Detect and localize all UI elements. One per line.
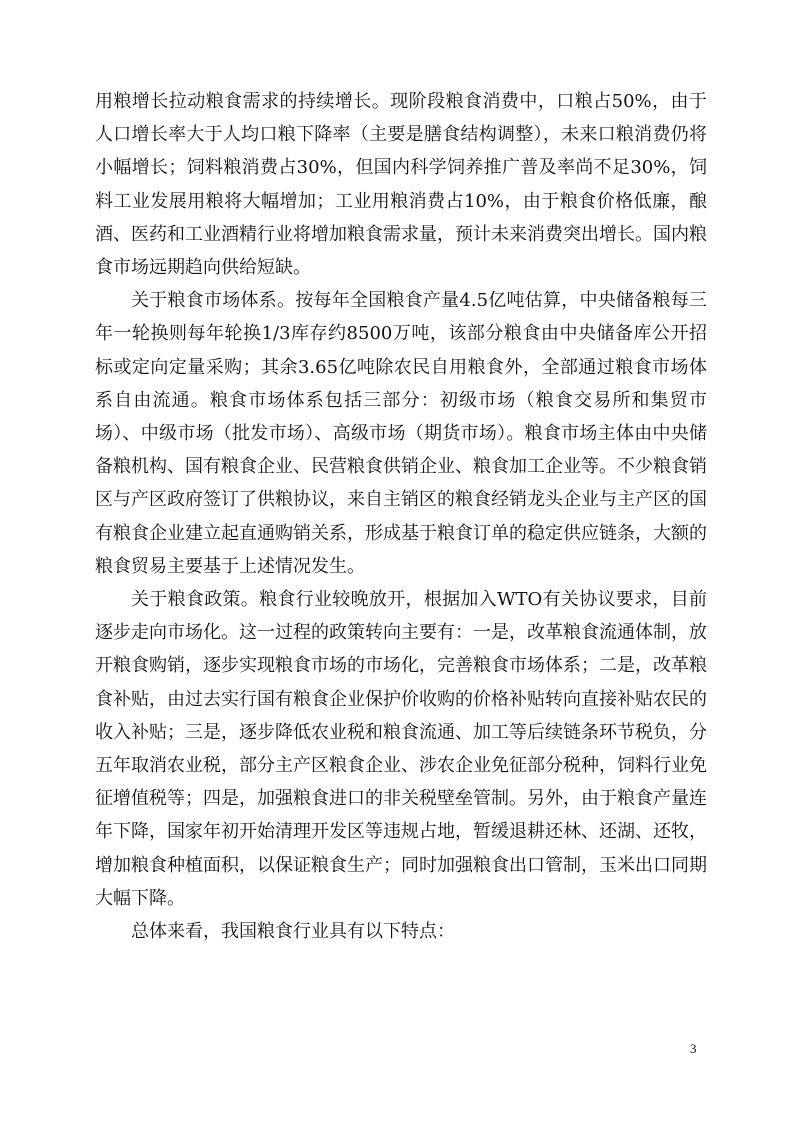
paragraph-grain-policy: 关于粮食政策。粮食行业较晚放开，根据加入WTO有关协议要求，目前逐步走向市场化。这一过程的政策转向主要有：一是，改革粮食流通体制，放开粮食购销，逐步实现粮食市场的市场化，完善粮食市场体系；二是，改革粮食补贴，由过去实行国有粮食企业保护价收购的价格补贴转向直接补贴农民的收入补贴；三是，逐步降低农业税和粮食流通、加工等后续链条环节税负，分五年取消农业税，部分主产区粮食企业、涉农企业免征部分税种，饲料行业免征增值税等；四是，加强粮食进口的非关税壁垒管制。另外，由于粮食产量连年下降，国家年初开始清理开发区等违规占地，暂缓退耕还林、还湖、还牧，增加粮食种植面积，以保证粮食生产；同时加强粮食出口管制，玉米出口同期大幅下降。 [95,589,707,909]
paragraph-grain-market-system: 关于粮食市场体系。按每年全国粮食产量4.5亿吨估算，中央储备粮每三年一轮换则每年轮换1/3库存约8500万吨，该部分粮食由中央储备库公开招标或定向定量采购；其余3.65亿吨除农民自用粮食外，全部通过粮食市场体系自由流通。粮食市场体系包括三部分：初级市场（粮食交易所和集贸市场）、中级市场（批发市场）、高级市场（期货市场）。粮食市场主体由中央储备粮机构、国有粮食企业、民营粮食供销企业、粮食加工企业等。不少粮食销区与产区政府签订了供粮协议，来自主销区的粮食经销龙头企业与主产区的国有粮食企业建立起直通购销关系，形成基于粮食订单的稳定供应链条，大额的粮食贸易主要基于上述情况发生。 [95,290,707,577]
paragraph-grain-demand: 用粮增长拉动粮食需求的持续增长。现阶段粮食消费中，口粮占50%，由于人口增长率大于人均口粮下降率（主要是膳食结构调整），未来口粮消费仍将小幅增长；饲料粮消费占30%，但国内科学饲养推广普及率尚不足30%，饲料工业发展用粮将大幅增加；工业用粮消费占10%，由于粮食价格低廉，酿酒、医药和工业酒精行业将增加粮食需求量，预计未来消费突出增长。国内粮食市场远期趋向供给短缺。 [95,91,707,279]
body-text [95,85,707,948]
paragraph-summary: 总体来看，我国粮食行业具有以下特点： [131,921,455,943]
page-number: 3 [690,1041,697,1056]
